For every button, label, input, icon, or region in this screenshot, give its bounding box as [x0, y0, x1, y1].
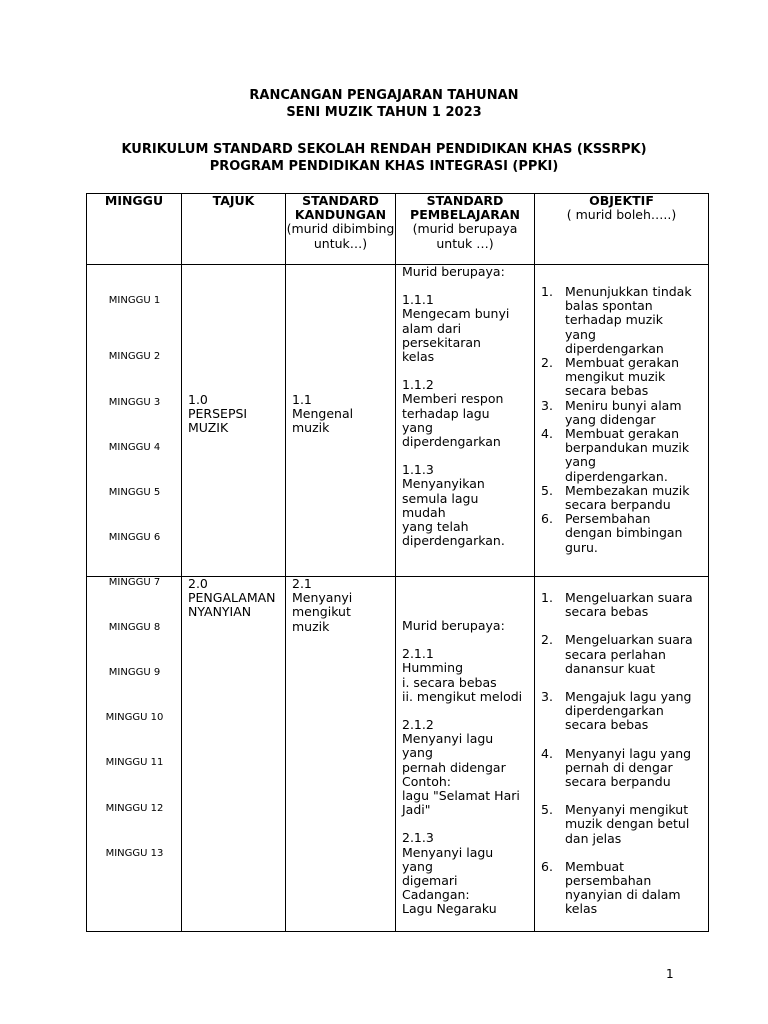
standard-kandungan-text: [286, 265, 395, 436]
header-standard-pembelajaran: [396, 194, 535, 265]
objective-item: [535, 512, 708, 555]
week-label: MINGGU 9: [108, 667, 161, 678]
sp-line: Lagu Negaraku: [402, 901, 497, 917]
objective-item: [535, 803, 708, 846]
spacer: [535, 619, 708, 633]
objective-line: pernah di dengar: [565, 759, 673, 775]
sp-line: yang telah: [402, 519, 469, 535]
objective-line: secara bebas: [565, 717, 649, 733]
sp-title: STANDARD PEMBELAJARAN: [410, 193, 520, 223]
objective-line: dan jelas: [565, 830, 622, 846]
objective-line: guru.: [565, 539, 598, 555]
objective-number: 3.: [541, 689, 553, 705]
objective-line: secara berpandu: [565, 497, 671, 513]
sp-line: Murid berupaya:: [402, 264, 505, 279]
sp-line: 2.1.3: [402, 830, 434, 846]
tajuk-text: [182, 265, 285, 436]
objective-item: [535, 690, 708, 733]
sp-line: 2.1.1: [402, 646, 434, 662]
objective-line: kelas: [565, 901, 598, 917]
tajuk-line: MUZIK: [188, 420, 229, 436]
sp-line: semula lagu: [402, 490, 479, 506]
sp-line: mudah: [402, 504, 446, 520]
sp-subtitle: (murid berupaya untuk …): [412, 221, 518, 251]
objective-line: Membuat: [565, 858, 625, 874]
table-row: [87, 577, 709, 932]
sp-line: diperdengarkan.: [402, 533, 505, 549]
sp-line: Memberi respon: [402, 391, 504, 407]
subtitle-line-2: PROGRAM PENDIDIKAN KHAS INTEGRASI (PPKI): [209, 159, 559, 174]
objective-line: nyanyian di dalam: [565, 887, 681, 903]
title-line-1: RANCANGAN PENGAJARAN TAHUNAN: [249, 88, 519, 103]
objective-line: yang: [565, 326, 596, 342]
sp-line: alam dari: [402, 320, 462, 336]
week-label: MINGGU 6: [108, 532, 161, 543]
sk-cell: [286, 265, 396, 577]
sk-line: mengikut: [292, 604, 351, 620]
objective-line: terhadap muzik: [565, 312, 663, 328]
week-label: MINGGU 4: [108, 442, 161, 453]
objective-line: danansur kuat: [565, 660, 655, 676]
sp-line: diperdengarkan: [402, 434, 501, 450]
objective-list: [535, 577, 708, 917]
sp-line: yang: [402, 858, 433, 874]
objective-line: mengikut muzik: [565, 369, 666, 385]
objective-cell: [535, 577, 709, 932]
objective-list: [535, 265, 708, 555]
week-label: MINGGU 1: [108, 295, 161, 306]
header-objektif: [535, 194, 709, 265]
header-row: [87, 194, 709, 265]
sp-line: [402, 817, 530, 831]
header-standard-kandungan: [286, 194, 396, 265]
table-row: [87, 265, 709, 577]
sp-line: Humming: [402, 660, 464, 676]
document-title: [0, 87, 768, 121]
sk-line: Mengenal: [292, 406, 354, 422]
objective-number: 1.: [541, 590, 553, 605]
objective-line: muzik dengan betul: [565, 816, 690, 832]
weeks-cell: [87, 577, 182, 932]
tajuk-line: 1.0: [188, 392, 208, 407]
objective-item: [535, 427, 708, 484]
objective-number: 4.: [541, 745, 553, 761]
sk-line: muzik: [292, 420, 330, 436]
document-subtitle: [0, 141, 768, 175]
objective-number: 5.: [541, 802, 553, 818]
objective-line: diperdengarkan.: [565, 468, 668, 484]
objective-item: [535, 591, 708, 619]
objective-line: secara berpandu: [565, 774, 671, 790]
objective-line: Menunjukkan tindak: [565, 284, 692, 299]
sp-line: [402, 364, 530, 378]
objective-line: Membezakan muzik: [565, 482, 690, 498]
objective-number: 1.: [541, 284, 553, 299]
standard-pembelajaran-text: [396, 577, 534, 917]
sp-line: yang: [402, 745, 433, 761]
sk-line: 1.1: [292, 392, 312, 407]
sk-subtitle: (murid dibimbing untuk…): [286, 221, 395, 251]
tajuk-text: [182, 577, 285, 620]
objective-line: Persembahan: [565, 511, 651, 527]
objective-line: secara perlahan: [565, 646, 666, 662]
sk-line: muzik: [292, 618, 330, 634]
sp-line: Menyanyikan: [402, 476, 485, 492]
sp-cell: [396, 265, 535, 577]
sp-line: yang: [402, 419, 433, 435]
week-label: MINGGU 11: [105, 757, 164, 768]
week-label: MINGGU 7: [108, 577, 161, 588]
sp-line: Murid berupaya:: [402, 618, 505, 633]
sp-line: persekitaran: [402, 334, 481, 350]
tajuk-line: PENGALAMAN: [188, 590, 276, 606]
title-line-2: SENI MUZIK TAHUN 1 2023: [286, 105, 482, 120]
objective-line: yang: [565, 454, 596, 470]
objective-item: [535, 356, 708, 399]
objective-line: Menyanyi lagu yang: [565, 745, 692, 761]
sk-cell: [286, 577, 396, 932]
sp-line: lagu "Selamat Hari: [402, 788, 520, 804]
objective-item: [535, 633, 708, 676]
objective-line: diperdengarkan: [565, 340, 664, 356]
objective-number: 2.: [541, 355, 553, 371]
tajuk-cell: [182, 265, 286, 577]
objective-number: 3.: [541, 397, 553, 413]
header-tajuk: TAJUK: [182, 194, 286, 265]
objective-line: yang didengar: [565, 411, 656, 427]
weeks-cell: [87, 265, 182, 577]
sp-line: 1.1.3: [402, 462, 434, 478]
sp-line: Cadangan:: [402, 887, 470, 903]
objective-number: 6.: [541, 511, 553, 527]
spacer: [535, 676, 708, 690]
subtitle-line-1: KURIKULUM STANDARD SEKOLAH RENDAH PENDIDIKAN KHAS (KSSRPK): [121, 142, 647, 157]
week-label: MINGGU 12: [105, 803, 164, 814]
objective-line: Meniru bunyi alam: [565, 397, 682, 413]
objective-item: [535, 399, 708, 427]
objective-line: dengan bimbingan: [565, 525, 683, 541]
sp-line: Menyanyi lagu: [402, 844, 494, 860]
spacer: [535, 733, 708, 747]
sk-title: STANDARD KANDUNGAN: [294, 193, 387, 223]
week-label: MINGGU 2: [108, 351, 161, 362]
sp-line: [402, 449, 530, 463]
objective-number: 5.: [541, 482, 553, 498]
objective-number: 6.: [541, 858, 553, 874]
obj-subtitle: ( murid boleh…..): [566, 207, 677, 223]
objective-line: diperdengarkan: [565, 703, 664, 719]
standard-pembelajaran-text: [396, 265, 534, 548]
objective-line: Membuat gerakan: [565, 355, 680, 371]
week-label: MINGGU 13: [105, 848, 164, 859]
objective-line: Mengajuk lagu yang: [565, 689, 692, 705]
objective-line: Mengeluarkan suara: [565, 632, 693, 648]
tajuk-line: NYANYIAN: [188, 604, 252, 620]
sp-line: 1.1.2: [402, 377, 434, 393]
sp-line: i. secara bebas: [402, 674, 497, 690]
objective-item: [535, 484, 708, 512]
sp-line: [402, 633, 530, 647]
objective-item: [535, 860, 708, 917]
sk-line: 2.1: [292, 576, 312, 591]
objective-line: balas spontan: [565, 298, 653, 314]
sp-line: pernah didengar: [402, 759, 506, 775]
header-minggu: MINGGU: [87, 194, 182, 265]
tajuk-line: 2.0: [188, 576, 208, 591]
week-label: MINGGU 5: [108, 487, 161, 498]
sp-line: Mengecam bunyi: [402, 306, 510, 322]
sp-line: digemari: [402, 873, 458, 889]
objective-number: 2.: [541, 632, 553, 648]
objective-line: secara bebas: [565, 383, 649, 399]
sp-line: [402, 279, 530, 293]
spacer: [535, 789, 708, 803]
sk-line: Menyanyi: [292, 590, 353, 606]
sp-line: Jadi": [402, 802, 431, 818]
sp-line: kelas: [402, 349, 435, 365]
objective-line: berpandukan muzik: [565, 440, 690, 456]
objective-line: Mengeluarkan suara: [565, 590, 693, 605]
tajuk-line: PERSEPSI: [188, 406, 248, 422]
objective-cell: [535, 265, 709, 577]
objective-item: [535, 747, 708, 790]
sp-line: ii. mengikut melodi: [402, 688, 523, 704]
objective-line: secara bebas: [565, 604, 649, 620]
sp-line: Menyanyi lagu: [402, 731, 494, 747]
week-label: MINGGU 10: [105, 712, 164, 723]
sp-cell: [396, 577, 535, 932]
objective-number: 4.: [541, 426, 553, 442]
objective-item: [535, 285, 708, 356]
standard-kandungan-text: [286, 577, 395, 634]
sp-line: 2.1.2: [402, 717, 434, 733]
week-label: MINGGU 8: [108, 622, 161, 633]
obj-title: OBJEKTIF: [589, 193, 654, 208]
objective-line: Menyanyi mengikut: [565, 802, 689, 818]
sp-line: 1.1.1: [402, 292, 434, 308]
tajuk-cell: [182, 577, 286, 932]
spacer: [535, 846, 708, 860]
page-number: 1: [666, 967, 674, 981]
week-label: MINGGU 3: [108, 397, 161, 408]
lesson-plan-table: [86, 193, 709, 932]
objective-line: persembahan: [565, 873, 652, 889]
objective-line: Membuat gerakan: [565, 426, 680, 442]
sp-line: Contoh:: [402, 773, 451, 789]
sp-line: terhadap lagu: [402, 405, 490, 421]
sp-line: [402, 704, 530, 718]
